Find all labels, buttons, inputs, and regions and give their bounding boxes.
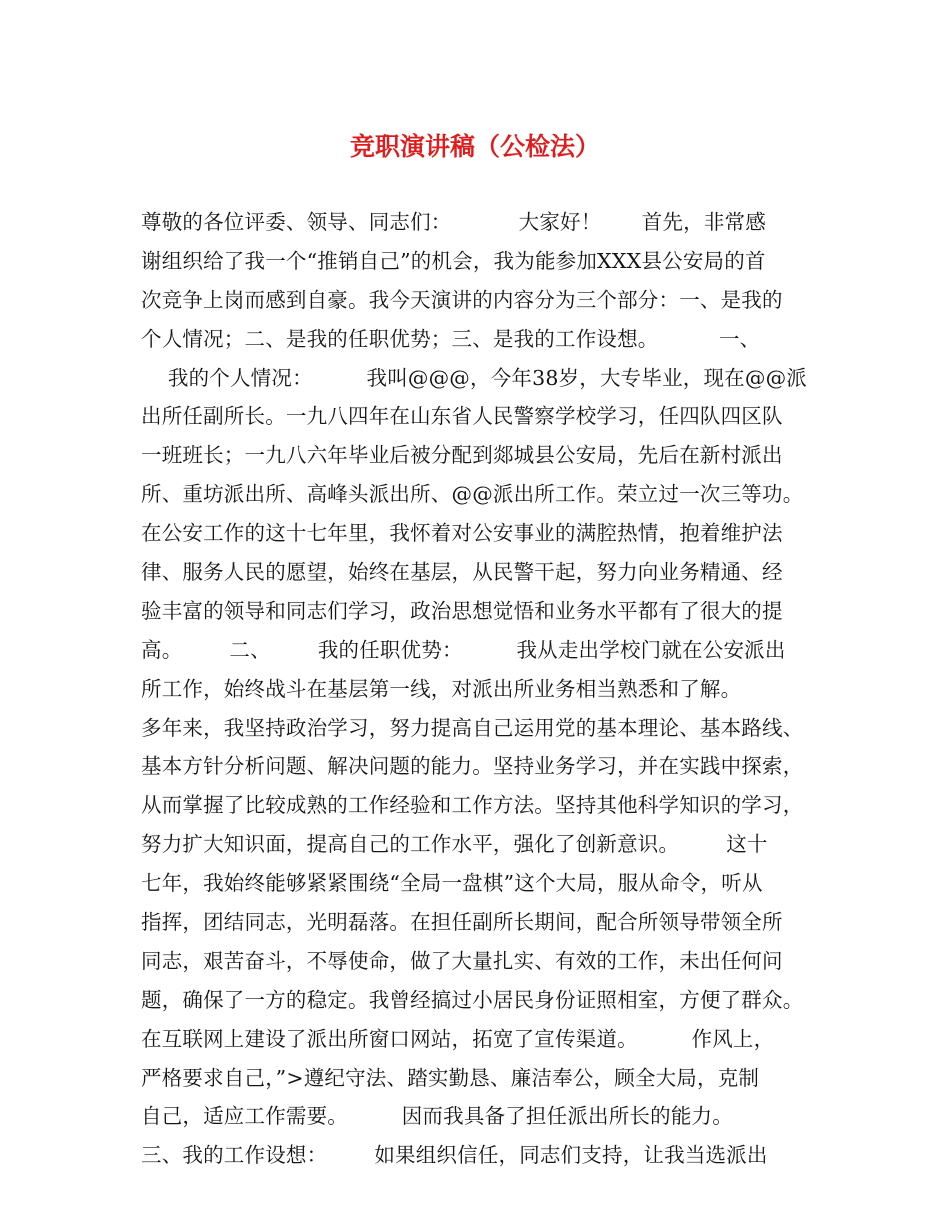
body-text-line: 基本方针分析问题、解决问题的能力。坚持业务学习，并在实践中探索， <box>141 754 804 779</box>
body-text-line: 努力扩大知识面，提高自己的工作水平，强化了创新意识。 这十 <box>141 832 768 857</box>
document-title: 竞职演讲稿（公检法） <box>349 132 600 161</box>
body-text-line: 我的个人情况： 我叫@@@，今年38岁，大专毕业，现在@@派 <box>141 365 807 390</box>
body-text-line: 三、我的工作设想： 如果组织信任，同志们支持，让我当选派出 <box>141 1143 768 1168</box>
body-text-line: 高。 二、 我的任职优势： 我从走出学校门就在公安派出 <box>141 637 786 662</box>
body-text-line: 所工作，始终战斗在基层第一线，对派出所业务相当熟悉和了解。 <box>141 676 742 701</box>
body-text-line: 自己，适应工作需要。 因而我具备了担任派出所长的能力。 <box>141 1104 733 1129</box>
body-text-line: 从而掌握了比较成熟的工作经验和工作方法。坚持其他科学知识的学习， <box>141 793 804 818</box>
body-text-line: 题，确保了一方的稳定。我曾经搞过小居民身份证照相室，方便了群众。 <box>141 987 804 1012</box>
body-text-line: 一班班长；一九八六年毕业后被分配到郯城县公安局，先后在新村派出 <box>141 443 783 468</box>
document-body <box>141 203 831 1175</box>
body-text-line: 严格要求自己，”>遵纪守法、踏实勤恳、廉洁奉公，顾全大局，克制 <box>141 1065 760 1090</box>
body-text-line: 所、重坊派出所、高峰头派出所、@@派出所工作。荣立过一次三等功。 <box>141 482 804 507</box>
body-text-line: 同志，艰苦奋斗，不辱使命，做了大量扎实、有效的工作，未出任何问 <box>141 948 783 973</box>
body-text-line: 次竞争上岗而感到自豪。我今天演讲的内容分为三个部分：一、是我的 <box>141 287 783 312</box>
body-text-line: 在公安工作的这十七年里，我怀着对公安事业的满腔热情，抱着维护法 <box>141 521 783 546</box>
body-text-line: 多年来，我坚持政治学习，努力提高自己运用党的基本理论、基本路线、 <box>141 715 804 740</box>
body-text-line: 个人情况；二、是我的任职优势；三、是我的工作设想。 一、 <box>141 326 761 351</box>
body-text-line: 律、服务人民的愿望，始终在基层，从民警干起，努力向业务精通、经 <box>141 560 783 585</box>
body-text-line: 七年，我始终能够紧紧围绕“全局一盘棋”这个大局，服从命令，听从 <box>141 871 763 896</box>
body-text-line: 验丰富的领导和同志们学习，政治思想觉悟和业务水平都有了很大的提 <box>141 598 783 623</box>
body-text-line: 在互联网上建设了派出所窗口网站，拓宽了宣传渠道。 作风上， <box>141 1026 775 1051</box>
body-text-line: 谢组织给了我一个“推销自己”的机会，我为能参加XXX县公安局的首 <box>141 248 766 273</box>
body-text-line: 出所任副所长。一九八四年在山东省人民警察学校学习，任四队四区队 <box>141 404 783 429</box>
body-text-line: 尊敬的各位评委、领导、同志们： 大家好！ 首先，非常感 <box>141 210 766 234</box>
body-text-line: 指挥，团结同志，光明磊落。在担任副所长期间，配合所领导带领全所 <box>141 910 783 935</box>
